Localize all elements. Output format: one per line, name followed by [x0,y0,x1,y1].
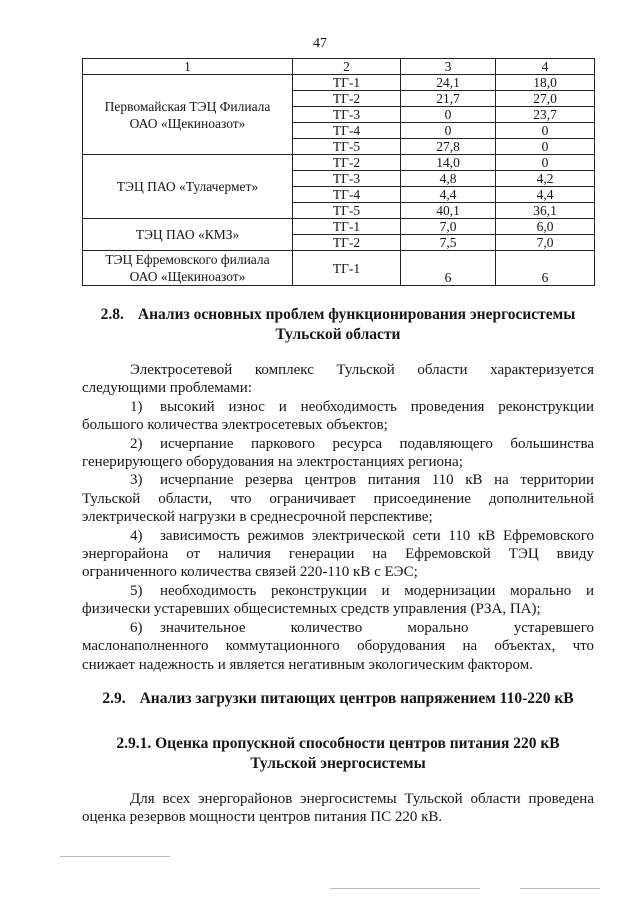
header-cell: 1 [83,59,293,75]
value-cell: 27,0 [496,91,595,107]
text-line [82,619,594,637]
list-text: высокий износ и необходимость проведения реконструкции [160,398,594,415]
table-header-row [83,59,595,75]
list-number: 2) [130,435,143,452]
unit-cell: ТГ-4 [293,123,401,139]
table-row [83,75,595,91]
unit-cell: ТГ-1 [293,219,401,235]
station-name-line: Первомайская ТЭЦ Филиала [104,98,271,114]
station-cell [83,251,293,286]
value-cell: 27,8 [401,139,496,155]
station-name-line: ТЭЦ ПАО «Тулачермет» [116,179,259,194]
scan-artifact [520,888,600,889]
section-2-9-heading [82,689,594,709]
list-number: 3) [130,472,143,489]
reserve-table [82,58,595,286]
list-text: необходимость реконструкции и модернизации морально и [160,582,594,599]
value-cell: 6 [401,251,496,286]
list-text: исчерпание резерва центров питания 110 кВ на территории [160,472,594,489]
closing-paragraph [82,790,594,827]
text-line: маслонаполненного коммутационного оборудования на объектах, что [82,638,594,655]
table-row [83,251,595,286]
list-number: 5) [130,582,143,599]
text-line: энергорайона от наличия генерации на Ефремовской ТЭЦ ввиду [82,546,594,563]
text-line: оценка резервов мощности центров питания ПС 220 кВ. [82,809,443,826]
text-line [82,582,594,600]
value-cell: 7,5 [401,235,496,251]
text-line: большого количества электросетевых объектов; [82,417,388,434]
unit-cell: ТГ-1 [293,251,401,286]
value-cell: 0 [496,139,595,155]
text-line: следующими проблемами: [82,380,252,397]
unit-cell: ТГ-5 [293,203,401,219]
list-number: 6) [130,619,143,636]
unit-cell: ТГ-2 [293,91,401,107]
section-2-8-title-line: Тульской области [275,326,401,343]
value-cell: 18,0 [496,75,595,91]
text-line [82,398,594,416]
value-cell: 0 [401,107,496,123]
value-cell: 4,4 [496,187,595,203]
section-title: Анализ загрузки питающих центров напряжением 110-220 кВ [139,690,574,707]
section-2-9-title-line [82,689,594,709]
unit-cell: ТГ-3 [293,107,401,123]
value-cell: 24,1 [401,75,496,91]
text-line [82,471,594,489]
station-name-line: ОАО «Щекиноазот» [129,269,246,284]
list-text: значительное количество морально устаревшего [160,619,594,636]
header-cell: 3 [401,59,496,75]
text-line [82,527,594,545]
list-text: исчерпание паркового ресурса подавляющего большинства [160,435,594,452]
section-2-9-1-title-line: 2.9.1. Оценка пропускной способности центров питания 220 кВ [116,735,560,752]
text-line: снижает надежность и является негативным экологическим фактором. [82,656,534,673]
header-cell: 2 [293,59,401,75]
unit-cell: ТГ-4 [293,187,401,203]
text-line: ограниченного количества связей 220-110 кВ с ЕЭС; [82,564,418,581]
station-name-line: ТЭЦ ПАО «КМЗ» [135,227,240,242]
unit-cell: ТГ-5 [293,139,401,155]
text-line: генерирующего оборудования на электростанциях региона; [82,454,463,471]
value-cell: 4,4 [401,187,496,203]
text-line: Тульской области, что ограничивает присоединение дополнительной [82,490,594,507]
unit-cell: ТГ-1 [293,75,401,91]
section-number: 2.9. [102,690,126,707]
station-name-line: ТЭЦ Ефремовского филиала [105,252,270,267]
section-2-9-1-heading [82,734,594,774]
value-cell: 36,1 [496,203,595,219]
text-line: Электросетевой комплекс Тульской области характеризуется [130,362,594,378]
list-text: зависимость режимов электрической сети 110 кВ Ефремовского [160,527,594,544]
station-cell [83,75,293,155]
section-2-8-heading [82,305,594,345]
station-name-line: ОАО «Щекиноазот» [129,115,246,131]
section-2-8-title-line [82,305,594,325]
problems-paragraph [82,361,594,674]
table-row [83,155,595,171]
page-number: 47 [313,36,327,51]
value-cell: 40,1 [401,203,496,219]
text-line: физически устаревших общесистемных средств управления (РЗА, ПА); [82,601,541,618]
section-2-9-1-title-line: Тульской энергосистемы [250,755,426,772]
section-number: 2.8. [100,306,124,323]
value-cell: 0 [401,123,496,139]
value-cell: 14,0 [401,155,496,171]
value-cell: 21,7 [401,91,496,107]
section-title: Анализ основных проблем функционирования энергосистемы [137,306,576,323]
header-cell: 4 [496,59,595,75]
list-number: 4) [130,527,143,544]
value-cell: 0 [496,155,595,171]
value-cell: 23,7 [496,107,595,123]
value-cell: 0 [496,123,595,139]
value-cell: 4,8 [401,171,496,187]
station-cell [83,219,293,251]
text-line: Для всех энергорайонов энергосистемы Тульской области проведена [130,791,594,807]
text-line: электрической нагрузки в среднесрочной перспективе; [82,509,433,526]
table-row [83,219,595,235]
value-cell: 6 [496,251,595,286]
unit-cell: ТГ-3 [293,171,401,187]
text-line [82,435,594,453]
value-cell: 7,0 [496,235,595,251]
value-cell: 4,2 [496,171,595,187]
value-cell: 7,0 [401,219,496,235]
unit-cell: ТГ-2 [293,235,401,251]
value-cell: 6,0 [496,219,595,235]
unit-cell: ТГ-2 [293,155,401,171]
list-number: 1) [130,398,143,415]
scan-artifact [60,856,170,857]
station-cell [83,155,293,219]
scan-artifact [330,888,480,889]
